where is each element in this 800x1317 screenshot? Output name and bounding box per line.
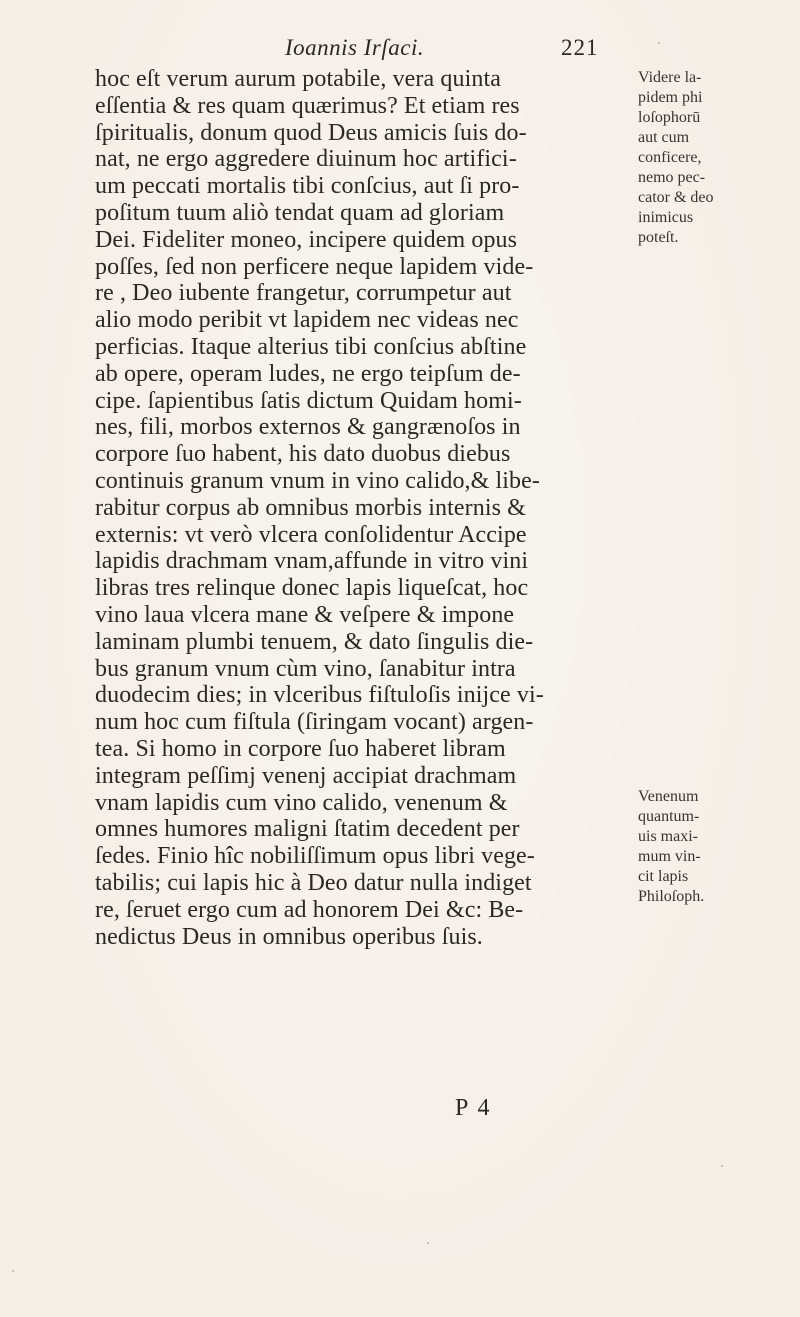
- marginal-line: pidem phi: [638, 89, 703, 106]
- text-line: vino laua vlcera mane & veſpere & impone: [95, 601, 515, 628]
- text-line: corpore ſuo habent, his dato duobus diebus: [95, 441, 511, 468]
- paper-speck: [658, 42, 660, 44]
- marginal-line: quantum-: [638, 808, 700, 825]
- page-header: [285, 35, 605, 65]
- text-line: um peccati mortalis tibi conſcius, aut ſi pro-: [95, 173, 520, 200]
- text-line: hoc eſt verum aurum potabile, vera quinta: [95, 66, 501, 92]
- text-line: poſitum tuum aliò tendat quam ad gloriam: [95, 199, 505, 226]
- text-line: libras tres relinque donec lapis liqueſcat, hoc: [95, 575, 529, 602]
- text-line: duodecim dies; in vlceribus fiſtuloſis inijce vi-: [95, 682, 544, 709]
- text-line: alio modo peribit vt lapidem nec videas nec: [95, 307, 519, 334]
- text-line: cipe. ſapientibus ſatis dictum Quidam homi-: [95, 387, 522, 414]
- catchword: P 4: [455, 1095, 492, 1121]
- marginal-note-poison: [638, 787, 778, 907]
- marginal-line: aut cum: [638, 129, 690, 146]
- running-title: Ioannis Irſaci.: [285, 35, 425, 60]
- marginal-note-philosophers-stone: [638, 68, 778, 248]
- text-line: ſpiritualis, donum quod Deus amicis ſuis do-: [95, 119, 527, 146]
- marginal-line: nemo pec-: [638, 169, 706, 186]
- text-line: lapidis drachmam vnam,affunde in vitro vini: [95, 548, 529, 575]
- paper-speck: [12, 1270, 14, 1272]
- text-line: re , Deo iubente frangetur, corrumpetur aut: [95, 280, 512, 307]
- text-line: perficias. Itaque alterius tibi conſcius abſtine: [95, 333, 527, 360]
- marginal-line: poteſt.: [638, 229, 679, 246]
- marginal-line: loſophorū: [638, 109, 701, 126]
- marginal-line: inimicus: [638, 209, 694, 226]
- text-line: re, ſeruet ergo cum ad honorem Dei &c: Be-: [95, 896, 524, 923]
- marginal-line: cator & deo: [638, 189, 714, 206]
- text-line: rabitur corpus ab omnibus morbis internis &: [95, 494, 526, 521]
- text-line: continuis granum vnum in vino calido,& libe-: [95, 467, 541, 494]
- paper-speck: [721, 1165, 723, 1167]
- text-line: nedictus Deus in omnibus operibus ſuis.: [95, 923, 483, 950]
- marginal-line: uis maxi-: [638, 828, 698, 845]
- text-line: externis: vt verò vlcera conſolidentur Accipe: [95, 521, 527, 548]
- marginal-line: Philoſoph.: [638, 888, 705, 905]
- text-line: ſedes. Finio hîc nobiliſſimum opus libri vege-: [95, 843, 535, 870]
- text-line: laminam plumbi tenuem, & dato ſingulis die-: [95, 628, 534, 655]
- text-line: poſſes, ſed non perficere neque lapidem vide-: [95, 253, 534, 280]
- text-line: ab opere, operam ludes, ne ergo teipſum de-: [95, 360, 521, 387]
- text-line: tea. Si homo in corpore ſuo haberet libram: [95, 735, 506, 762]
- text-line: num hoc cum fiſtula (ſiringam vocant) argen-: [95, 709, 534, 736]
- text-line: Dei. Fideliter moneo, incipere quidem opus: [95, 226, 518, 253]
- marginal-line: cit lapis: [638, 868, 689, 885]
- text-line: nes, fili, morbos externos & gangrænoſos in: [95, 414, 521, 441]
- main-text-block: [95, 66, 625, 950]
- text-line: nat, ne ergo aggredere diuinum hoc artifici-: [95, 146, 517, 173]
- text-line: vnam lapidis cum vino calido, venenum &: [95, 789, 508, 816]
- paper-speck: [427, 1242, 429, 1244]
- marginal-line: conficere,: [638, 149, 702, 166]
- marginal-line: Venenum: [638, 788, 699, 805]
- marginal-line: Videre la-: [638, 69, 702, 86]
- text-line: omnes humores maligni ſtatim decedent per: [95, 816, 520, 843]
- text-line: eſſentia & res quam quærimus? Et etiam res: [95, 92, 520, 119]
- text-line: tabilis; cui lapis hic à Deo datur nulla indiget: [95, 869, 532, 896]
- page-number: 221: [561, 35, 599, 60]
- text-line: integram peſſimj venenj accipiat drachmam: [95, 762, 517, 789]
- text-line: bus granum vnum cùm vino, ſanabitur intra: [95, 655, 516, 682]
- marginal-line: mum vin-: [638, 848, 701, 865]
